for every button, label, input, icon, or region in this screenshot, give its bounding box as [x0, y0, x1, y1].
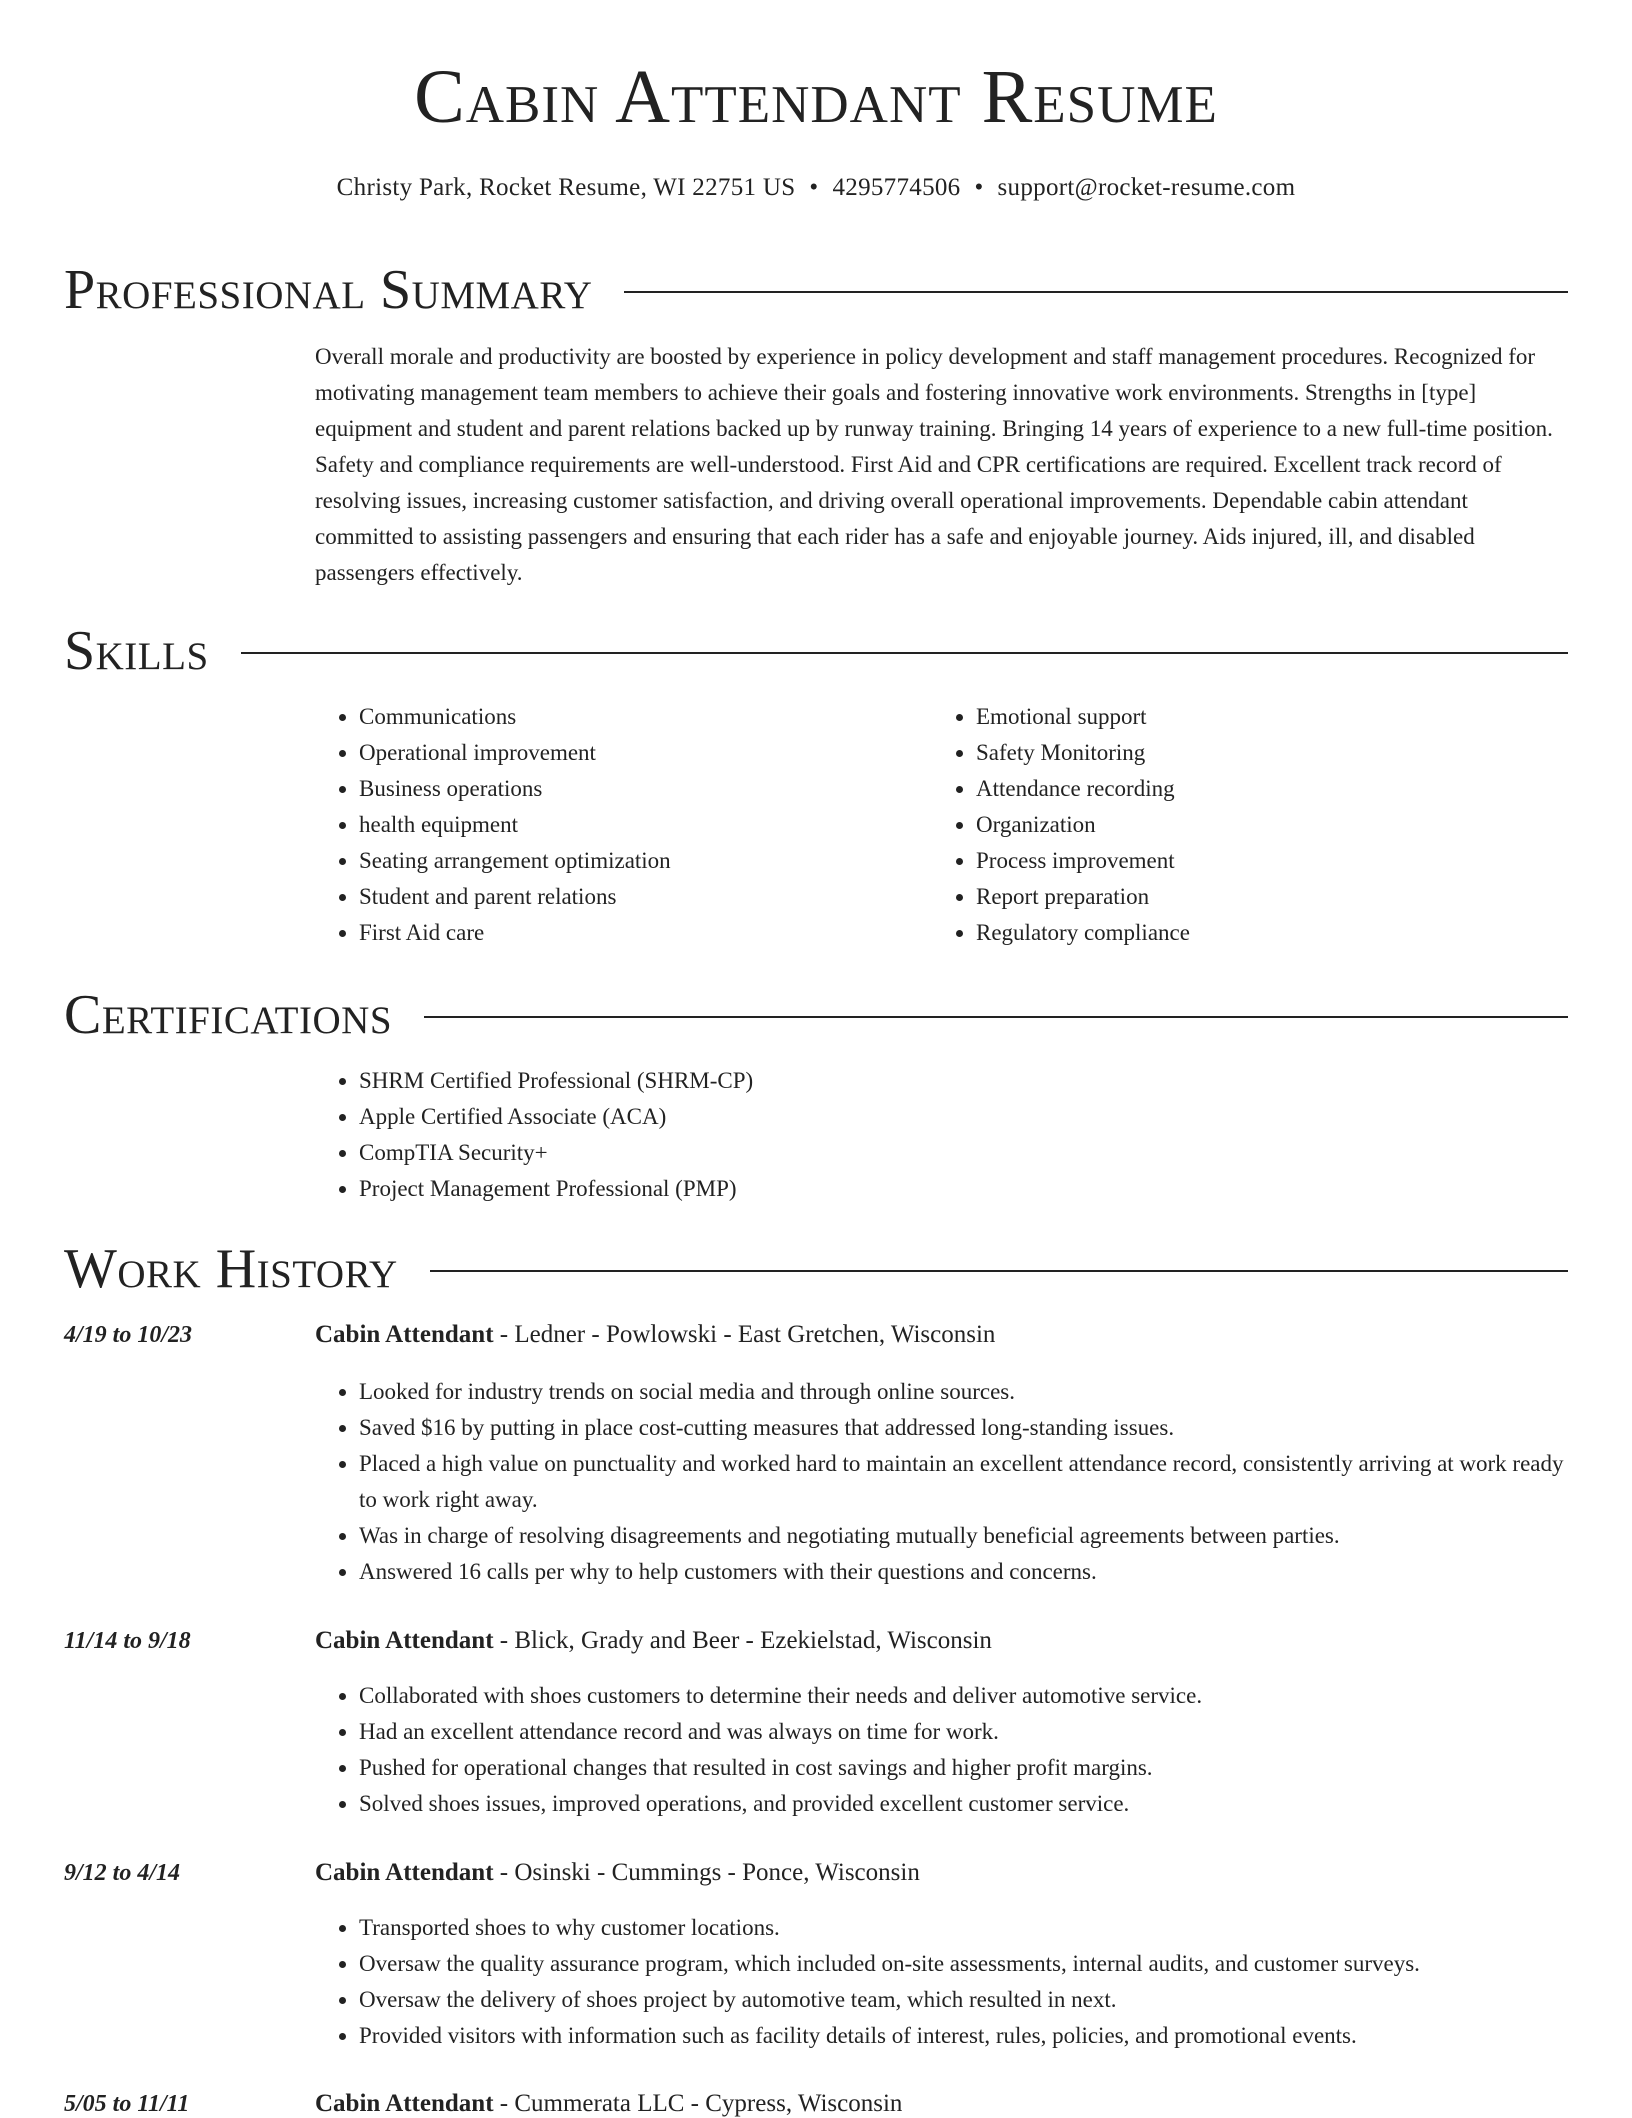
- skills-section-header: [64, 620, 1568, 682]
- contact-email: support@rocket-resume.com: [997, 174, 1296, 201]
- certifications-list: [315, 1063, 753, 1207]
- job-heading: [315, 1859, 1568, 1887]
- skill-item: • Emotional support: [976, 699, 1492, 735]
- job-title: Cabin Attendant: [315, 1627, 494, 1654]
- certification-item: • Apple Certified Associate (ACA): [359, 1099, 753, 1135]
- job-bullet: • Solved shoes issues, improved operations, and provided excellent customer service.: [359, 1786, 1568, 1822]
- skill-item: • Process improvement: [976, 843, 1492, 879]
- job-bullet: • Answered 16 calls per why to help customers with their questions and concerns.: [359, 1554, 1568, 1590]
- job-bullet: • Oversaw the delivery of shoes project by automotive team, which resulted in next.: [359, 1982, 1568, 2018]
- certification-item: • SHRM Certified Professional (SHRM-CP): [359, 1063, 753, 1099]
- work-history-heading: Work History: [64, 1238, 398, 1300]
- section-divider: [624, 291, 1568, 293]
- job-bullet: • Saved $16 by putting in place cost-cutting measures that addressed long-standing issues.: [359, 1410, 1568, 1446]
- contact-separator: •: [974, 174, 984, 201]
- section-divider: [430, 1270, 1568, 1272]
- job-heading: [315, 1627, 1568, 1655]
- skill-item: • Business operations: [359, 771, 875, 807]
- job-employer-location: - Cummerata LLC - Cypress, Wisconsin: [493, 2090, 903, 2117]
- section-divider: [241, 652, 1568, 654]
- skills-column-left: [315, 699, 875, 951]
- skill-item: • health equipment: [359, 807, 875, 843]
- job-bullet: • Looked for industry trends on social media and through online sources.: [359, 1374, 1568, 1410]
- job-title: Cabin Attendant: [315, 1321, 494, 1348]
- job-bullets: [315, 1374, 1568, 1590]
- job-title: Cabin Attendant: [315, 1859, 494, 1886]
- skill-item: • Communications: [359, 699, 875, 735]
- job-employer-location: - Blick, Grady and Beer - Ezekielstad, Wisconsin: [493, 1627, 992, 1654]
- summary-text: Overall morale and productivity are boosted by experience in policy development and staff management procedures. Recognized for motivating management team members to achieve their goals and fostering innovative work environments. Strengths in [type] equipment and student and parent relations backed up by runway training. Bringing 14 years of experience to a new full-time position. Safety and compliance requirements are well-understood. First Aid and CPR certifications are required. Excellent track record of resolving issues, increasing customer satisfaction, and driving overall operational improvements. Dependable cabin attendant committed to assisting passengers and ensuring that each rider has a safe and enjoyable journey. Aids injured, ill, and disabled passengers effectively.: [315, 344, 1553, 585]
- contact-separator: •: [809, 174, 819, 201]
- job-bullet: • Had an excellent attendance record and was always on time for work.: [359, 1714, 1568, 1750]
- job-employer-location: - Ledner - Powlowski - East Gretchen, Wisconsin: [493, 1321, 996, 1348]
- job-bullet: • Collaborated with shoes customers to determine their needs and deliver automotive service.: [359, 1678, 1568, 1714]
- skill-item: • Organization: [976, 807, 1492, 843]
- job-dates: 9/12 to 4/14: [64, 1860, 181, 1886]
- summary-heading: Professional Summary: [64, 259, 593, 321]
- job-bullets: [315, 1910, 1568, 2054]
- job-heading: [315, 1321, 1568, 1349]
- certification-item: • CompTIA Security+: [359, 1135, 753, 1171]
- skill-item: • Seating arrangement optimization: [359, 843, 875, 879]
- job-bullets: [315, 1678, 1568, 1822]
- work-history-section-header: [64, 1238, 1568, 1300]
- section-divider: [424, 1016, 1568, 1018]
- certifications-section-header: [64, 984, 1568, 1046]
- job-dates: 11/14 to 9/18: [64, 1628, 191, 1654]
- job-dates: 4/19 to 10/23: [64, 1322, 193, 1348]
- skills-heading: Skills: [64, 620, 209, 682]
- resume-title: Cabin Attendant Resume: [414, 55, 1218, 139]
- job-bullet: • Pushed for operational changes that resulted in cost savings and higher profit margins.: [359, 1750, 1568, 1786]
- skill-item: • Operational improvement: [359, 735, 875, 771]
- certifications-heading: Certifications: [64, 984, 393, 1046]
- job-bullet: • Placed a high value on punctuality and worked hard to maintain an excellent attendance record, consistently arriving at work ready to work right away.: [359, 1446, 1568, 1518]
- contact-phone: 4295774506: [832, 174, 961, 201]
- skill-item: • First Aid care: [359, 915, 875, 951]
- skill-item: • Attendance recording: [976, 771, 1492, 807]
- skill-item: • Student and parent relations: [359, 879, 875, 915]
- skill-item: • Regulatory compliance: [976, 915, 1492, 951]
- job-dates: 5/05 to 11/11: [64, 2091, 190, 2117]
- job-heading: [315, 2090, 1568, 2118]
- skills-column-right: [932, 699, 1492, 951]
- job-bullet: • Provided visitors with information such as facility details of interest, rules, policies, and promotional events.: [359, 2018, 1568, 2054]
- contact-address: Christy Park, Rocket Resume, WI 22751 US: [336, 174, 796, 201]
- skill-item: • Safety Monitoring: [976, 735, 1492, 771]
- job-bullet: • Was in charge of resolving disagreements and negotiating mutually beneficial agreements between parties.: [359, 1518, 1568, 1554]
- job-bullet: • Transported shoes to why customer locations.: [359, 1910, 1568, 1946]
- job-bullet: • Oversaw the quality assurance program, which included on-site assessments, internal audits, and customer surveys.: [359, 1946, 1568, 1982]
- skill-item: • Report preparation: [976, 879, 1492, 915]
- summary-section-header: [64, 259, 1568, 321]
- certification-item: • Project Management Professional (PMP): [359, 1171, 753, 1207]
- job-employer-location: - Osinski - Cummings - Ponce, Wisconsin: [493, 1859, 920, 1886]
- contact-line: [0, 174, 1632, 202]
- job-title: Cabin Attendant: [315, 2090, 494, 2117]
